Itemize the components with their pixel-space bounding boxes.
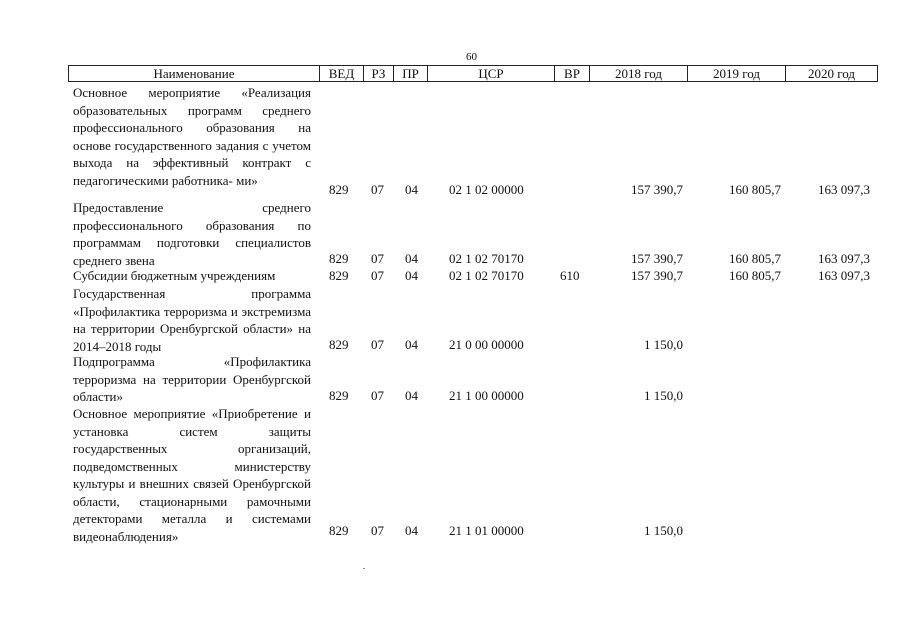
cell-2019: 160 805,7 bbox=[729, 268, 781, 283]
header-ved: ВЕД bbox=[320, 66, 364, 81]
cell-csr: 02 1 02 70170 bbox=[449, 251, 524, 266]
row-name: Подпрограмма «Профилактика терроризма на территории Оренбургской области» bbox=[73, 354, 311, 404]
cell-2019: 160 805,7 bbox=[729, 251, 781, 266]
cell-2020: 163 097,3 bbox=[818, 251, 870, 266]
cell-vr: 610 bbox=[560, 268, 580, 283]
cell-2018: 1 150,0 bbox=[644, 523, 683, 538]
cell-csr: 02 1 02 70170 bbox=[449, 268, 524, 283]
header-vr: ВР bbox=[555, 66, 590, 81]
header-2019: 2019 год bbox=[688, 66, 786, 81]
row-name: Основное мероприятие «Реализация образовательных программ среднего профессионального образования на основе государственного задания с учетом выхода на эффективный контракт с педагогическими работника- ми» bbox=[73, 85, 311, 188]
cell-rz: 07 bbox=[371, 337, 384, 352]
cell-csr: 21 1 01 00000 bbox=[449, 523, 524, 538]
cell-pr: 04 bbox=[405, 337, 418, 352]
cell-ved: 829 bbox=[329, 523, 349, 538]
cell-csr: 21 0 00 00000 bbox=[449, 337, 524, 352]
header-rz: РЗ bbox=[364, 66, 394, 81]
cell-pr: 04 bbox=[405, 523, 418, 538]
cell-ved: 829 bbox=[329, 268, 349, 283]
header-name: Наименование bbox=[69, 66, 320, 81]
cell-csr: 02 1 02 00000 bbox=[449, 182, 524, 197]
cell-2019: 160 805,7 bbox=[729, 182, 781, 197]
row-name: Предоставление среднего профессионального образования по программам подготовки специалистов среднего звена bbox=[73, 200, 311, 268]
cell-2018: 157 390,7 bbox=[631, 268, 683, 283]
cell-ved: 829 bbox=[329, 337, 349, 352]
cell-rz: 07 bbox=[371, 388, 384, 403]
cell-rz: 07 bbox=[371, 251, 384, 266]
cell-ved: 829 bbox=[329, 251, 349, 266]
cell-rz: 07 bbox=[371, 182, 384, 197]
page-number: 60 bbox=[466, 51, 477, 63]
cell-2020: 163 097,3 bbox=[818, 268, 870, 283]
cell-csr: 21 1 00 00000 bbox=[449, 388, 524, 403]
header-csr: ЦСР bbox=[428, 66, 555, 81]
cell-ved: 829 bbox=[329, 182, 349, 197]
row-name: Основное мероприятие «Приобретение и установка систем защиты государственных организаций, подведомственных министерству культуры и внешних связей Оренбургской области, стационарными рамочными детекторами металла и системами видеонаблюдения» bbox=[73, 406, 311, 544]
cell-pr: 04 bbox=[405, 182, 418, 197]
cell-2018: 1 150,0 bbox=[644, 388, 683, 403]
cell-pr: 04 bbox=[405, 251, 418, 266]
row-name: Государственная программа «Профилактика терроризма и экстремизма на территории Оренбургской области» на 2014–2018 годы bbox=[73, 286, 311, 354]
row-name: Субсидии бюджетным учреждениям bbox=[73, 268, 276, 283]
cell-2020: 163 097,3 bbox=[818, 182, 870, 197]
cell-ved: 829 bbox=[329, 388, 349, 403]
header-pr: ПР bbox=[394, 66, 428, 81]
cell-2018: 1 150,0 bbox=[644, 337, 683, 352]
cell-rz: 07 bbox=[371, 523, 384, 538]
scan-dot bbox=[363, 568, 365, 569]
header-2018: 2018 год bbox=[590, 66, 688, 81]
cell-rz: 07 bbox=[371, 268, 384, 283]
header-2020: 2020 год bbox=[808, 66, 855, 81]
cell-pr: 04 bbox=[405, 388, 418, 403]
cell-pr: 04 bbox=[405, 268, 418, 283]
cell-2018: 157 390,7 bbox=[631, 251, 683, 266]
cell-2018: 157 390,7 bbox=[631, 182, 683, 197]
